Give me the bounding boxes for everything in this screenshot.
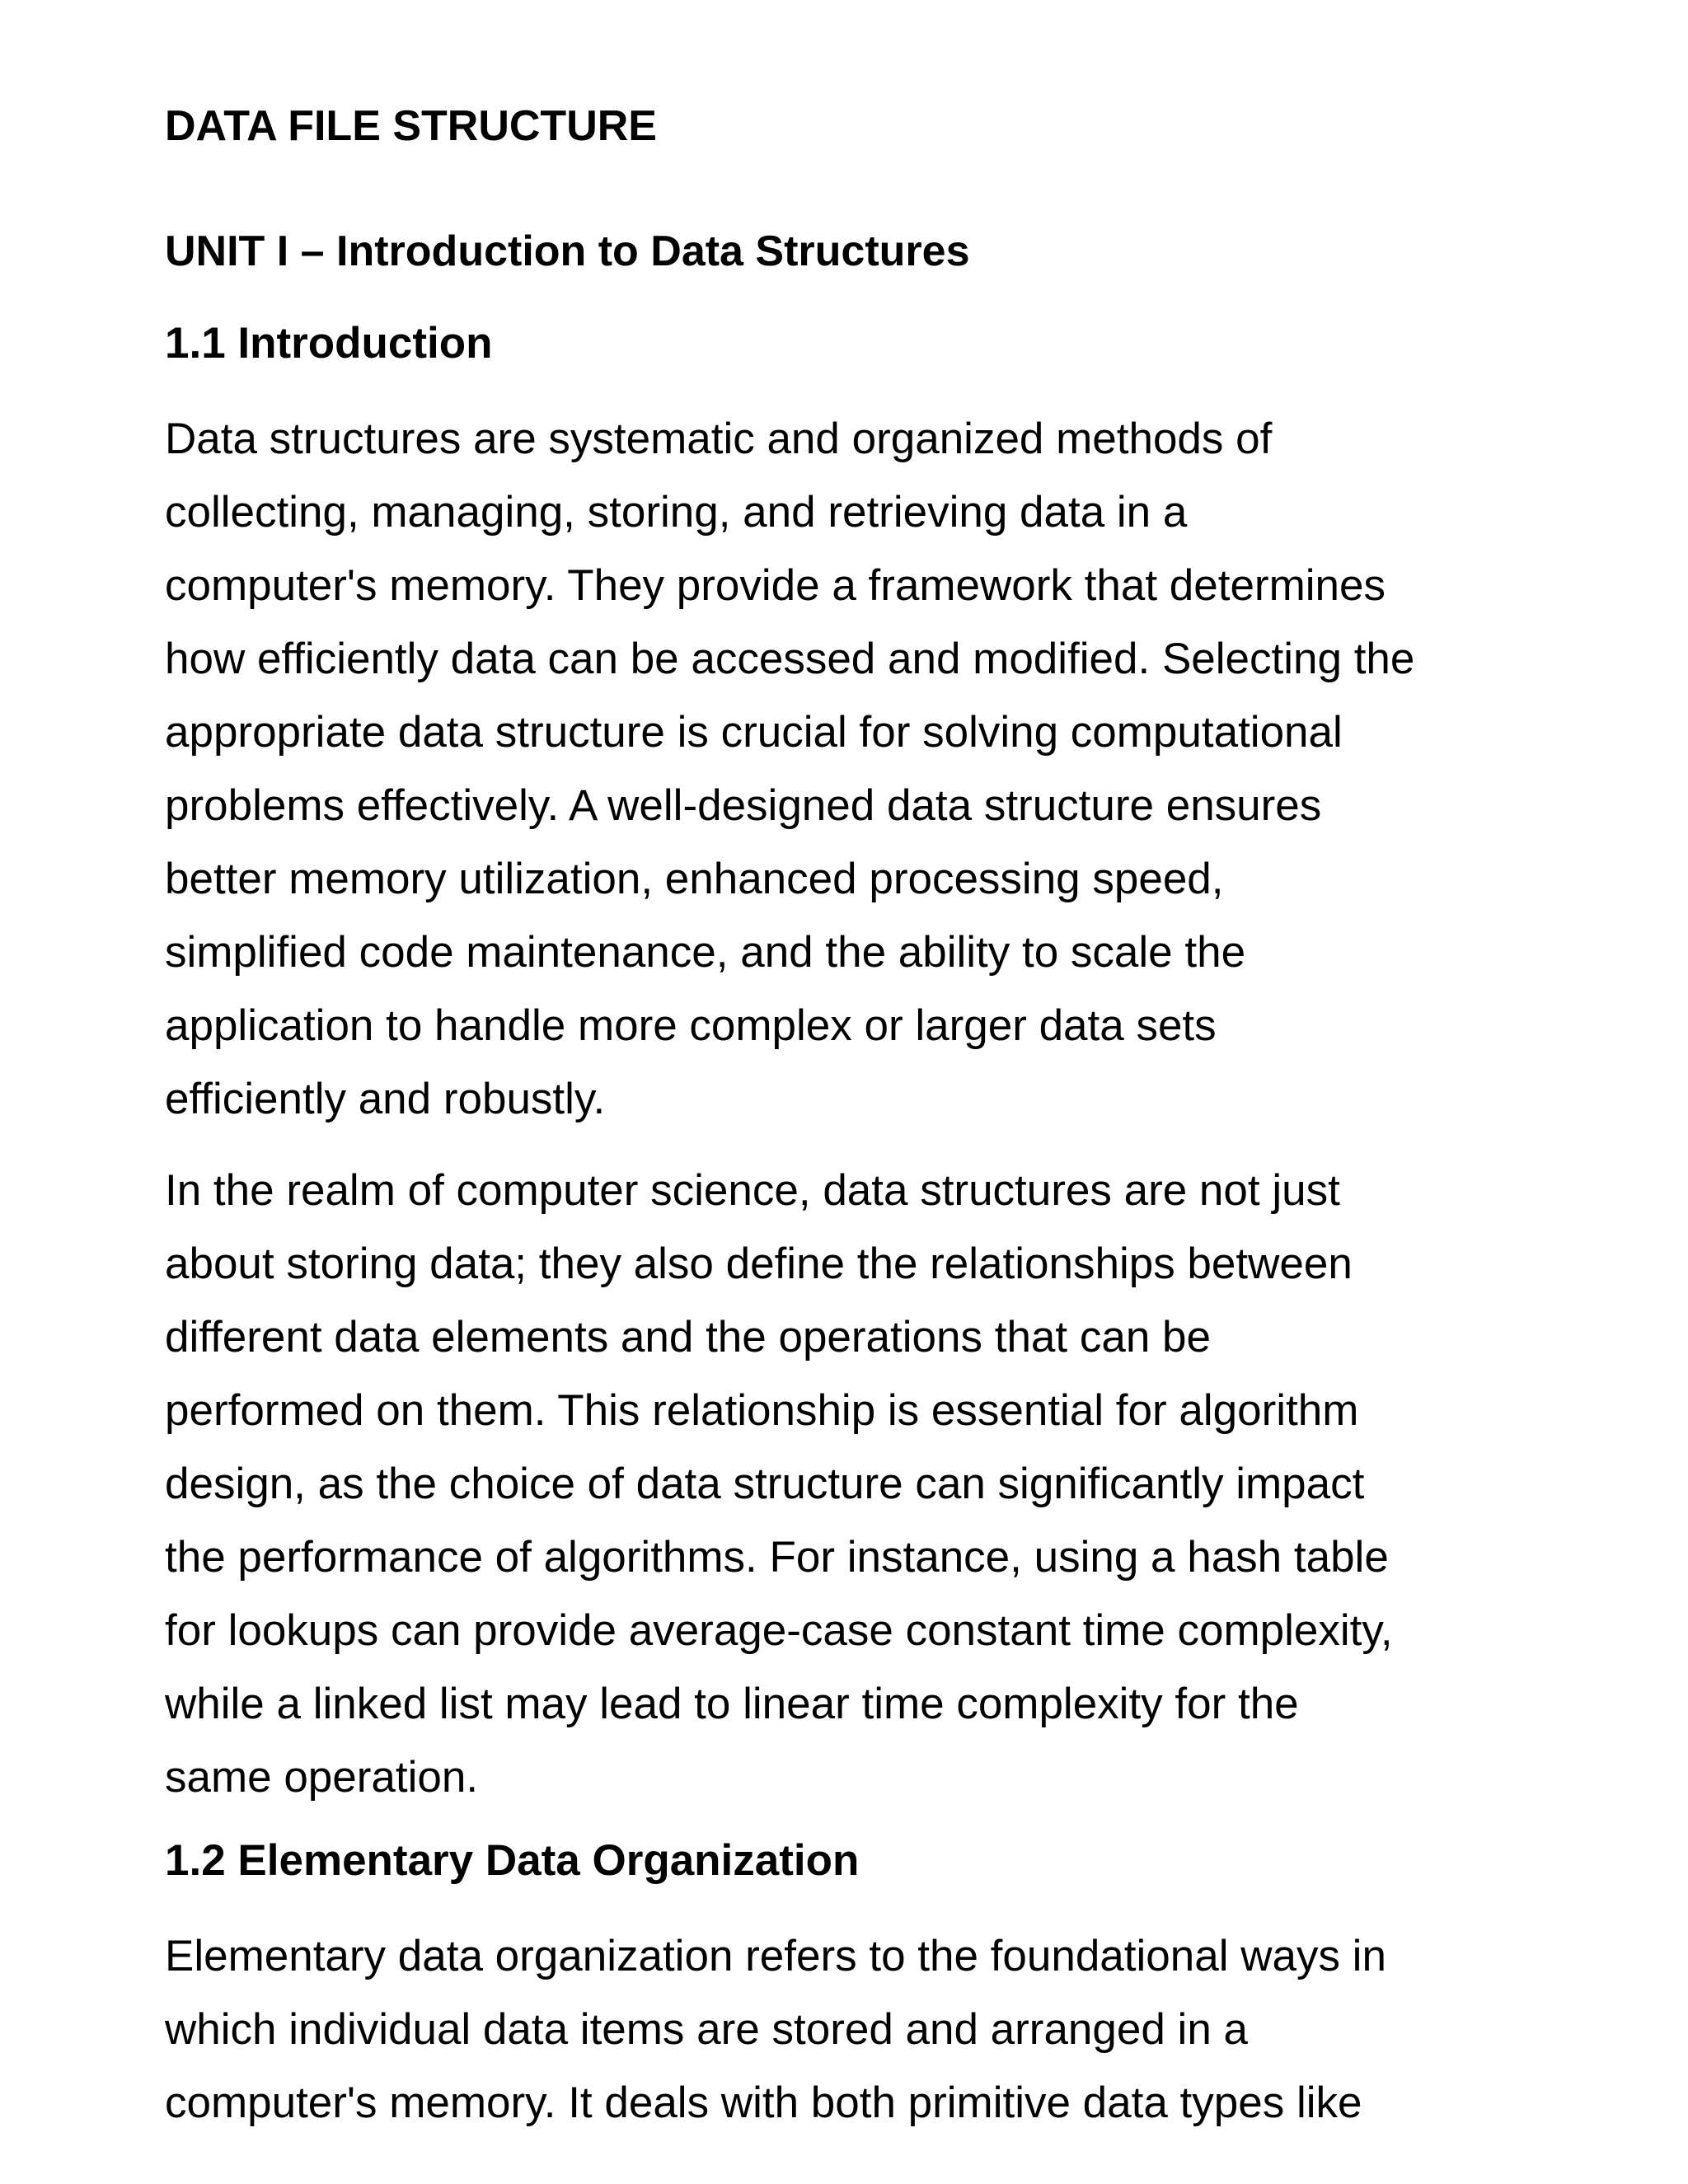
- paragraph-line: collecting, managing, storing, and retrieving data in a: [165, 488, 1188, 537]
- paragraph: [165, 1919, 1517, 2139]
- section-heading-introduction: 1.1 Introduction: [165, 319, 493, 368]
- section-heading-elementary-data-organization: 1.2 Elementary Data Organization: [165, 1836, 860, 1885]
- paragraph-line: while a linked list may lead to linear time complexity for the: [165, 1680, 1299, 1728]
- paragraph-line: different data elements and the operations that can be: [165, 1313, 1211, 1361]
- paragraph-line: computer's memory. It deals with both primitive data types like: [165, 2079, 1362, 2127]
- paragraph: [165, 1154, 1517, 1814]
- paragraph-line: simplified code maintenance, and the ability to scale the: [165, 928, 1246, 977]
- paragraph-line: appropriate data structure is crucial for solving computational: [165, 708, 1343, 757]
- paragraph-line: better memory utilization, enhanced processing speed,: [165, 855, 1224, 903]
- paragraph-line: problems effectively. A well-designed data structure ensures: [165, 781, 1322, 830]
- paragraph-line: about storing data; they also define the relationships between: [165, 1240, 1353, 1288]
- unit-title: UNIT I – Introduction to Data Structures: [165, 227, 970, 275]
- paragraph-line: performed on them. This relationship is essential for algorithm: [165, 1386, 1359, 1435]
- paragraph-line: the performance of algorithms. For instance, using a hash table: [165, 1533, 1389, 1582]
- paragraph-line: for lookups can provide average-case constant time complexity,: [165, 1606, 1393, 1655]
- paragraph-line: Data structures are systematic and organized methods of: [165, 415, 1273, 463]
- paragraph: [165, 402, 1517, 1136]
- paragraph-line: which individual data items are stored and arranged in a: [165, 2005, 1249, 2054]
- paragraph-line: application to handle more complex or larger data sets: [165, 1001, 1217, 1050]
- paragraph-line: design, as the choice of data structure can significantly impact: [165, 1460, 1365, 1508]
- document-content: [165, 97, 1517, 2158]
- paragraph-line: efficiently and robustly.: [165, 1075, 606, 1123]
- paragraph-line: In the realm of computer science, data structures are not just: [165, 1166, 1340, 1215]
- paragraph-line: Elementary data organization refers to the foundational ways in: [165, 1932, 1386, 1980]
- document-title: DATA FILE STRUCTURE: [165, 102, 657, 150]
- paragraph-line: computer's memory. They provide a framework that determines: [165, 561, 1386, 610]
- paragraph-line: how efficiently data can be accessed and modified. Selecting the: [165, 635, 1415, 683]
- paragraph-line: same operation.: [165, 1753, 479, 1802]
